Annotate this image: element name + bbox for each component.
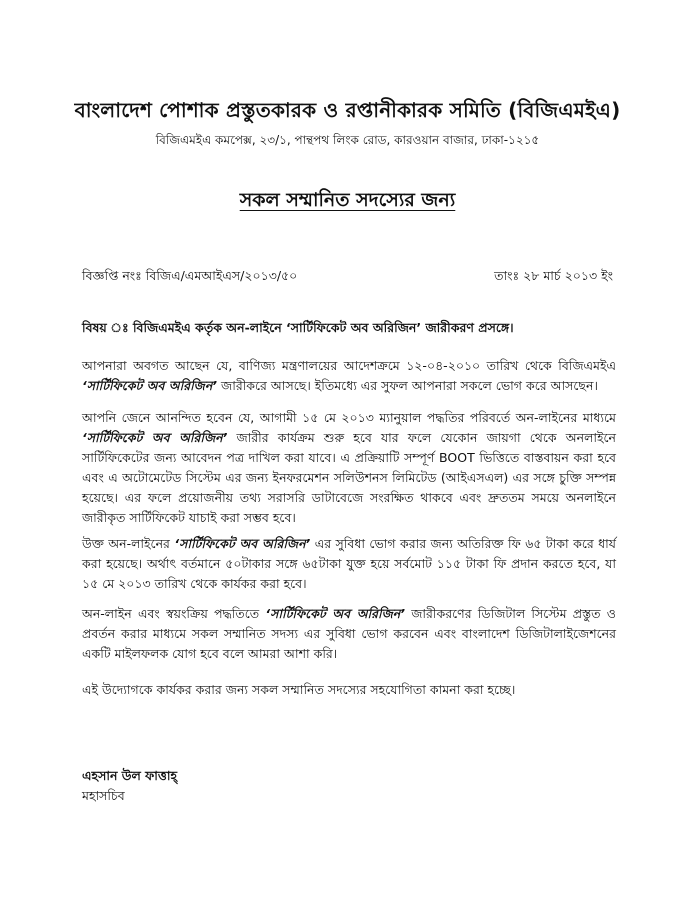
organization-address: বিজিএমইএ কমপেক্স, ২৩/১, পান্থপথ লিংক রোড, কারওয়ান বাজার, ঢাকা-১২১৫ xyxy=(155,133,540,147)
paragraph-5: এই উদ্যোগকে কার্যকর করার জন্য সকল সম্মানিত সদস্যের সহযোগিতা কামনা করা হচ্ছে। xyxy=(82,682,516,697)
organization-name: বাংলাদেশ পোশাক প্রস্তুতকারক ও রপ্তানীকারক সমিতি (বিজিএমইএ) xyxy=(74,98,621,122)
paragraph-3-text-a: উক্ত অন-লাইনের xyxy=(82,536,175,551)
paragraph-4-text-b: জারীকরণের ডিজিটাল সিস্টেম প্রস্তুত ও প্রবর্তন করার মাধ্যমে সকল সম্মানিত সদস্য এর সুবিধা ভোগ করবেন এবং বাংলাদেশ ডিজিটালাইজেশনের একটি মাইলফলক যোগ হবে বলে আমরা আশা করি। xyxy=(82,606,616,661)
paragraph-2 xyxy=(82,408,616,528)
paragraph-1-text-a: আপনারা অবগত আছেন যে, বাণিজ্য মন্ত্রণালয়ের আদেশক্রমে ১২-০৪-২০১০ তারিখ থেকে বিজিএমইএ xyxy=(82,358,616,373)
signatory-designation: মহাসচিব xyxy=(82,788,125,803)
paragraph-4-term: ‘সার্টিফিকেট অব অরিজিন’ xyxy=(265,606,405,621)
paragraph-3-term: ‘সার্টিফিকেট অব অরিজিন’ xyxy=(174,536,311,551)
paragraph-1-term: ‘সার্টিফিকেট অব অরিজিন’ xyxy=(82,378,218,393)
paragraph-2-term: ‘সার্টিফিকেট অব অরিজিন’ xyxy=(82,430,228,445)
audience-title: সকল সম্মানিত সদস্যের জন্য xyxy=(239,189,456,211)
notice-number: বিজ্ঞপ্তি নংঃ বিজিএ/এমআইএস/২০১৩/৫০ xyxy=(82,268,298,283)
notice-date: তাংঃ ২৮ মার্চ ২০১৩ ইং xyxy=(494,268,613,283)
paragraph-1 xyxy=(82,356,616,396)
signature-block xyxy=(82,766,177,806)
paragraph-4-text-a: অন-লাইন এবং স্বয়ংক্রিয় পদ্ধতিতে xyxy=(82,606,266,621)
paragraph-2-text-b: জারীর কার্যক্রম শুরু হবে যার ফলে যেকোন জায়গা থেকে অনলাইনে সার্টিফিকেটের জন্য আবেদন পত্র দাখিল করা যাবে। এ প্রক্রিয়াটি সম্পূর্ণ BOOT ভিত্তিতে বাস্তবায়ন করা হবে এবং এ অটোমেটেড সিস্টেম এর জন্য ইনফরমেশন সলিউশনস লিমিটেড (আইএসএল) এর সঙ্গে চুক্তি সম্পন্ন হয়েছে। এর ফলে প্রয়োজনীয় তথ্য সরাসরি ডাটাবেজে সংরক্ষিত থাকবে এবং দ্রুততম সময়ে অনলাইনে জারীকৃত সার্টিফিকেট যাচাই করা সম্ভব হবে। xyxy=(82,430,616,525)
paragraph-4 xyxy=(82,604,616,664)
paragraph-2-text-a: আপনি জেনে আনন্দিত হবেন যে, আগামী ১৫ মে ২০১৩ ম্যানুয়াল পদ্ধতির পরিবর্তে অন-লাইনের মাধ্যমে xyxy=(82,410,616,425)
paragraph-3 xyxy=(82,534,616,594)
signatory-name: এহসান উল ফাত্তাহ্ xyxy=(82,768,178,783)
paragraph-3-text-b: এর সুবিধা ভোগ করার জন্য অতিরিক্ত ফি ৬৫ টাকা করে ধার্য করা হয়েছে। অর্থাৎ বর্তমানে ৫০টাকার সঙ্গে ৬৫টাকা যুক্ত হয়ে সর্বমোট ১১৫ টাকা ফি প্রদান করতে হবে, যা ১৫ মে ২০১৩ তারিখ থেকে কার্যকর করা হবে। xyxy=(82,536,616,591)
subject-line: বিষয় ঃ বিজিএমইএ কর্তৃক অন-লাইনে ‘সার্টিফিকেট অব অরিজিন’ জারীকরণ প্রসঙ্গে। xyxy=(82,320,514,335)
paragraph-1-text-b: জারীকরে আসছে। ইতিমধ্যে এর সুফল আপনারা সকলে ভোগ করে আসছেন। xyxy=(217,378,598,393)
reference-line xyxy=(82,268,613,288)
